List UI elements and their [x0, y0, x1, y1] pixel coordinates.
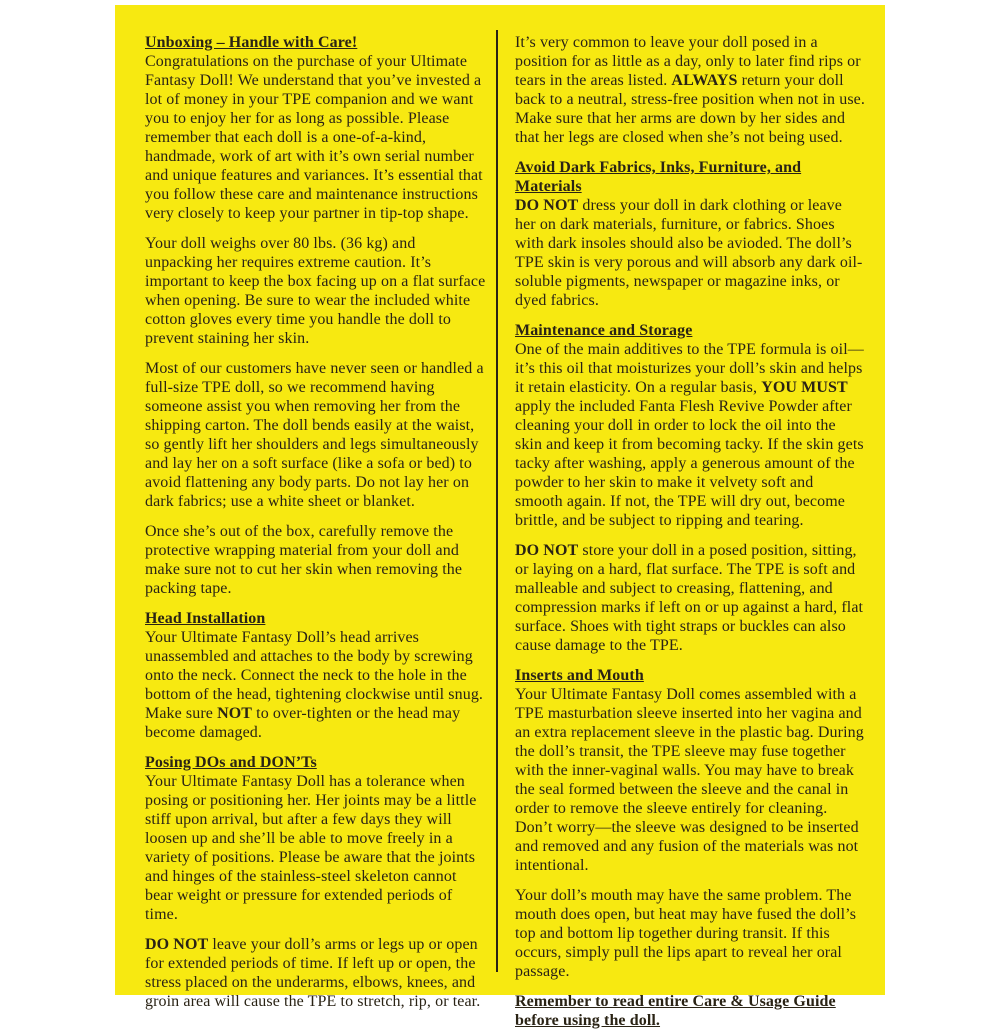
- section-heading: Remember to read entire Care & Usage Guide before using the doll.: [515, 993, 836, 1029]
- emphasis-text: ALWAYS: [671, 72, 738, 89]
- emphasis-text: DO NOT: [515, 197, 579, 214]
- paragraph: [145, 628, 487, 742]
- body-text: One of the main additives to the TPE formula is oil—it’s this oil that moisturizes your doll’s skin and helps it retain elasticity. On a regular basis,: [515, 341, 864, 396]
- paragraph: [515, 541, 865, 655]
- body-text: dress your doll in dark clothing or leave her on dark materials, furniture, or fabrics. Shoes with dark insoles should also be avioded. The doll’s TPE skin is very porous and will absorb any dark oil-soluble pigments, newspaper or magazine inks, or dyed fabrics.: [515, 197, 863, 309]
- column-right: [515, 33, 865, 1030]
- body-text: apply the included Fanta Flesh Revive Powder after cleaning your doll in order to lock the oil into the skin and keep it from becoming tacky. If the skin gets tacky after washing, apply a generous amount of the powder to her skin to make it velvety soft and smooth again. If not, the TPE will dry out, become brittle, and be subject to ripping and tearing.: [515, 398, 864, 529]
- paragraph: [515, 340, 865, 530]
- body-text: Your doll weighs over 80 lbs. (36 kg) and unpacking her requires extreme caution. It’s important to keep the box facing up on a flat surface when opening. Be sure to wear the included white cotton gloves every time you handle the doll to prevent staining her skin.: [145, 235, 486, 347]
- section-heading: Posing DOs and DON’Ts: [145, 754, 317, 771]
- body-text: Your Ultimate Fantasy Doll has a tolerance when posing or positioning her. Her joints may be a little stiff upon arrival, but after a few days they will loosen up and she’ll be able to move freely in a variety of positions. Please be aware that the joints and hinges of the stainless-steel skeleton cannot bear weight or pressure for extended periods of time.: [145, 773, 477, 923]
- paragraph: [145, 772, 487, 924]
- paragraph: [145, 234, 487, 348]
- paragraph: [515, 685, 865, 875]
- section-heading: Unboxing – Handle with Care!: [145, 34, 358, 51]
- paragraph: [515, 33, 865, 147]
- column-left: [145, 33, 487, 1022]
- column-divider: [496, 30, 498, 972]
- paragraph: [515, 886, 865, 981]
- section-heading: Head Installation: [145, 610, 266, 627]
- section-heading: Avoid Dark Fabrics, Inks, Furniture, and Materials: [515, 159, 802, 195]
- body-text: Most of our customers have never seen or handled a full-size TPE doll, so we recommend having someone assist you when removing her from the shipping carton. The doll bends easily at the waist, so gently lift her shoulders and legs simultaneously and lay her on a soft surface (like a sofa or bed) to avoid flattening any body parts. Do not lay her on dark fabrics; use a white sheet or blanket.: [145, 360, 484, 510]
- section-heading: Maintenance and Storage: [515, 322, 693, 339]
- body-text: Once she’s out of the box, carefully remove the protective wrapping material from your doll and make sure not to cut her skin when removing the packing tape.: [145, 523, 463, 597]
- emphasis-text: NOT: [217, 705, 253, 722]
- body-text: return your doll back to a neutral, stress-free position when not in use. Make sure that her arms are down by her sides and that her legs are closed when she’s not being used.: [515, 72, 865, 146]
- paragraph: [145, 522, 487, 598]
- emphasis-text: DO NOT: [145, 936, 209, 953]
- paragraph: [145, 52, 487, 223]
- paragraph: [515, 196, 865, 310]
- emphasis-text: DO NOT: [515, 542, 579, 559]
- body-text: It’s very common to leave your doll posed in a position for as little as a day, only to later find rips or tears in the areas listed.: [515, 34, 861, 89]
- body-text: Congratulations on the purchase of your Ultimate Fantasy Doll! We understand that you’ve invested a lot of money in your TPE companion and we want you to enjoy her for as long as possible. Please remember that each doll is a one-of-a-kind, handmade, work of art with it’s own serial number and unique features and variances. It’s essential that you follow these care and maintenance instructions very closely to keep your partner in tip-top shape.: [145, 53, 483, 222]
- emphasis-text: YOU MUST: [761, 379, 848, 396]
- body-text: Your Ultimate Fantasy Doll’s head arrives unassembled and attaches to the body by screwing onto the neck. Connect the neck to the hole in the bottom of the head, tightening clockwise until snug. Make sure: [145, 629, 484, 722]
- section-heading: Inserts and Mouth: [515, 667, 644, 684]
- body-text: to over-tighten or the head may become damaged.: [145, 705, 461, 741]
- body-text: Your doll’s mouth may have the same problem. The mouth does open, but heat may have fused the doll’s top and bottom lip together during transit. If this occurs, simply pull the lips apart to reveal her oral passage.: [515, 887, 857, 980]
- paragraph: [145, 359, 487, 511]
- body-text: leave your doll’s arms or legs up or open for extended periods of time. If left up or open, the stress placed on the underarms, elbows, knees, and groin area will cause the TPE to stretch, rip, or tear.: [145, 936, 481, 1010]
- body-text: store your doll in a posed position, sitting, or laying on a hard, flat surface. The TPE is soft and malleable and subject to creasing, flattening, and compression marks if left on or up against a hard, flat surface. Shoes with tight straps or buckles can also cause damage to the TPE.: [515, 542, 864, 654]
- care-guide-sheet: [115, 5, 885, 1029]
- body-text: Your Ultimate Fantasy Doll comes assembled with a TPE masturbation sleeve inserted into her vagina and an extra replacement sleeve in the plastic bag. During the doll’s transit, the TPE sleeve may fuse together with the inner-vaginal walls. You may have to break the seal formed between the sleeve and the canal in order to remove the sleeve entirely for cleaning. Don’t worry—the sleeve was designed to be inserted and removed and any fusion of the materials was not intentional.: [515, 686, 864, 874]
